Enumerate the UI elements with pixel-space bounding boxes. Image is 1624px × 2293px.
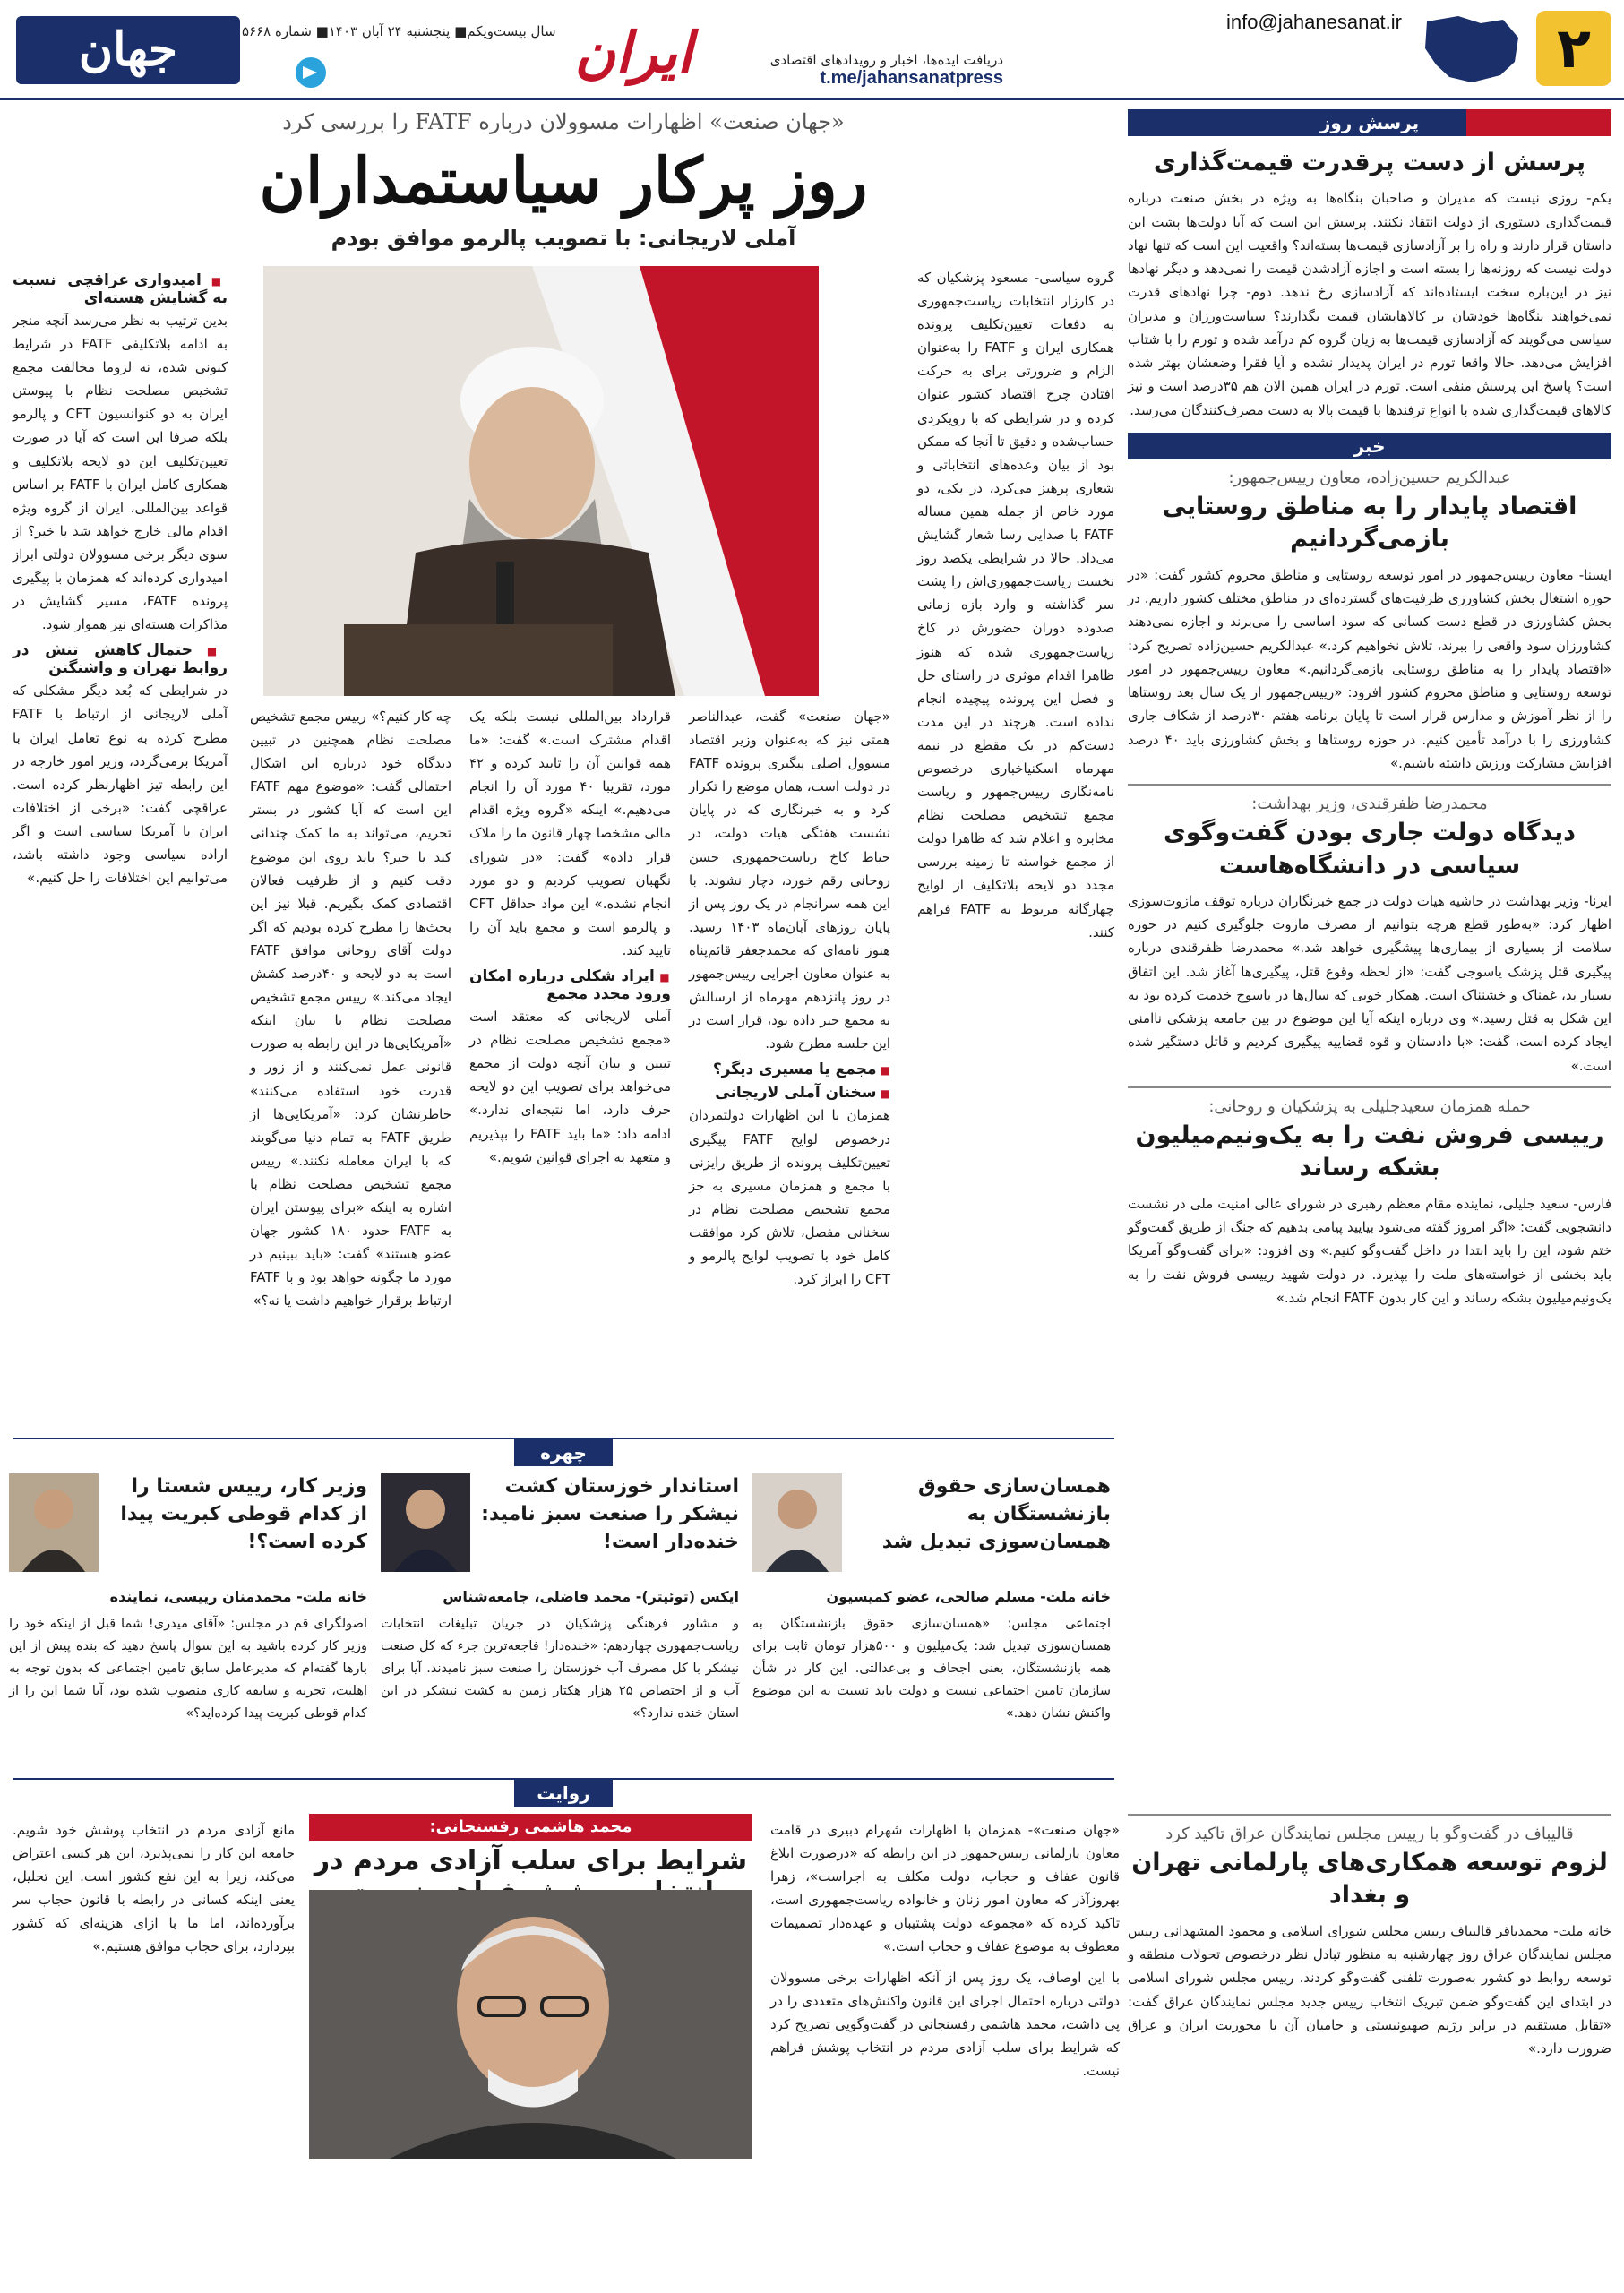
subheading: ■ ایراد شکلی درباره امکان ورود مجدد مجمع <box>469 967 671 1003</box>
subheading: ■ حتمال کاهش تنش در روابط تهران و واشنگتن <box>13 641 228 677</box>
news2-body: ایرنا- وزیر بهداشت در حاشیه هیات دولت در جمع خبرنگاران درباره توقف مازوت‌سوزی اظهار کرد: «به‌طور قطع هرچه بتوانیم از مصرف مازوت جلوگیری کنیم در حوزه سلامت از بسیاری از بیماری‌ها پیشگیری خواهد شد.» محمدرضا ظفرقندی درباره پیگیری قتل پزشک یاسوجی گفت: «از لحظه وقوع قتل، پیگیری‌ها آغاز شد. این اتفاق بسیار بد، غمناک و خشنناک است. همکار خوبی که سال‌ها در یاسوج خدمت کرده بود به این شکل به قتل رسید.» وی درباره اینکه آیا این موضوع در بین جامعه پزشکی ناامنی ایجاد کرده است، گفت: «با دادستان و قوه قضاییه پیگیری کردیم و قاتل دستگیر شده است.» <box>1128 892 1611 1074</box>
subheading: ■ مجمع یا مسیری دیگر؟ <box>689 1061 890 1078</box>
column-text: مانع آزادی مردم در انتخاب پوشش خود شویم. جامعه این کار را نمی‌پذیرد، این هر کسی اعتراض می‌کند، زیرا به این نفع کشور است. این تحلیل، یعنی اینکه کسانی در رابطه با قانون حجاب سر برآورده‌اند، اما ما با ازای هزینه‌ای که کشور بپردازد، برای حجاب موافق هستیم.» <box>13 1822 295 1955</box>
main-photo <box>263 266 819 696</box>
page-number: ۲ <box>1536 11 1611 86</box>
news2-kicker: محمدرضا ظفرقندی، وزیر بهداشت: <box>1251 794 1488 814</box>
article-column-4 <box>250 705 451 1312</box>
column-text: «جهان صنعت»- همزمان با اظهارات شهرام دبیری در قامت معاون پارلمانی رییس‌جمهور در این رابطه که «درصورت ابلاغ قانون عفاف و حجاب، دولت مکلف به اجراست»، زهرا بهروزآذر که معاون امور زنان و خانواده ریاست‌جمهوری است، تاکید کرده که «مجموعه دولت پشتیبان و عهده‌دار تصمیمات معطوف به موضوع عفاف و حجاب است.» <box>770 1822 1120 1955</box>
divider <box>1128 1086 1611 1088</box>
column-text: «جهان صنعت» گفت، عبدالناصر همتی نیز که به‌عنوان وزیر اقتصاد مسوول اصلی پیگیری پرونده FATF در دولت است، همان موضع را تکرار کرد و به خبرنگاری که در پایان نشست هفتگی هیات دولت، در حیاط کاخ ریاست‌جمهوری حسن روحانی رقم خورد، دچار نشوند. با این همه سرانجام در یک روز پس از پایان روزهای آبان‌ماه ۱۴۰۳ رسید. هنوز نامه‌ای که محمدجعفر قائم‌پناه به عنوان معاون اجرایی رییس‌جمهور در روز پانزدهم مهرماه از ارسالش به مجمع خبر داده بود، قرار است در این جلسه مطرح شود. <box>689 709 891 1052</box>
contact-email[interactable]: info@jahanesanat.ir <box>1225 11 1402 33</box>
news4-title: لزوم توسعه همکاری‌های پارلمانی تهران و بغداد <box>1131 1849 1608 1910</box>
section-label-faces <box>13 1438 1114 1464</box>
news3-body: فارس- سعید جلیلی، نماینده مقام معظم رهبری در شورای عالی امنیت ملی در نشست دانشجویی گفت: «اگر امروز گفته می‌شود بیایید پیامی بدهیم که جنگ از طریق گفت‌وگو ختم شود، این را باید ابتدا در داخل گفت‌وگو کنیم.» وی افزود: «برای گفت‌وگو آمریکا باید بخشی از خواسته‌های ملت را بپذیرد. در دولت شهید رییسی فروش نفت را به یک‌ونیم‌میلیون بشکه رساند و این کار بدون FATF انجام شد.» <box>1128 1195 1611 1306</box>
face-card-title: همسان‌سازی حقوق بازنشستگان به همسان‌سوزی تبدیل شد <box>881 1475 1111 1553</box>
news3-kicker: حمله همزمان سعیدجلیلی به پزشکیان و روحانی: <box>1208 1096 1531 1116</box>
divider <box>1128 784 1611 786</box>
column-text: در شرایطی که بُعد دیگر مشکلی که آملی لاریجانی از ارتباط با FATF مطرح کرده به نوع تعامل ایران با آمریکا برمی‌گردد، وزیر امور خارجه در این رابطه تیز اظهارنظر کرده است. عراقچی گفت: «برخی از اختلافات ایران با آمریکا سیاسی است و اگر اراده سیاسی وجود داشته باشد، می‌توانیم این اختلافات را حل کنیم.» <box>13 683 228 887</box>
telegram-promo[interactable] <box>645 52 1003 89</box>
portrait-photo <box>263 266 819 696</box>
article-column-1 <box>917 266 1114 944</box>
column-text: قرارداد بین‌المللی نیست بلکه یک اقدام مشترک است.» گفت: «ما همه قوانین آن را تایید کرده و ۴۲ مورد، تقریبا ۴۰ مورد آن را انجام می‌دهیم.» اینکه «گروه ویژه اقدام مالی مشخصا چهار قانون ما را ملاک قرار داده» گفت: «در شورای نگهبان تصویب کردیم و دو مورد انجام نشده.» این مواد حداقل CFT و پالرمو است و مجمع باید آن را تایید کند. <box>469 709 671 958</box>
avatar <box>9 1473 99 1572</box>
face-card-title: استاندار خوزستان کشت نیشکر را صنعت سبز نامید: خنده‌دار است! <box>481 1475 739 1553</box>
article-column-2 <box>689 705 890 1291</box>
news4-kicker: قالیباف در گفت‌وگو با رییس مجلس نمایندگان عراق تاکید کرد <box>1165 1825 1574 1843</box>
face-card-body: اجتماعی مجلس: «همسان‌سازی حقوق بازنشستگان به همسان‌سوزی تبدیل شد: یک‌میلیون و ۵۰۰هزار تومان ثابت برای همه بازنشستگان، یعنی اجحاف و بی‌عدالتی. این کار در شأن سازمان تامین اجتماعی نیست و دولت باید نسبت به این موضوع واکنش نشان دهد.» <box>752 1617 1111 1721</box>
story-column-right <box>770 1818 1120 2083</box>
question-body: یکم- روزی نیست که مدیران و صاحبان بنگاه‌ها به ویژه در بخش صنعت درباره قیمت‌گذاری دستوری از دولت انتقاد نکنند. پرسش این است که آیا دولت‌ها پشت این داستان قرار دارند و راه را بر آزادسازی قیمت‌ها بسته‌اند؟ واقعیت این است که تنها نهاد دولت نیست که روزنه‌ها را بسته است و اجازه آزادشدن قیمت را نمی‌دهد و دیگر نهادها نیز در این‌باره سخت ایستاده‌اند که آزادسازی رخ ندهد. دوم- چرا نهادهای قدرت نمی‌خواهند بنگاه‌ها خودشان بر کالاهایشان قیمت بگذارند؟ سیاست‌ورزان و مدیران سیاسی می‌گویند که آزادسازی قیمت‌ها به زیان گروه کم درآمد شده و تورم را با شتاب افزایش می‌دهد. حالا واقعا تورم در ایران پدیدار نشده و آیا فقرا وضعشان بهتر شده است؟ پاسخ این پرسش منفی است. تورم در ایران همین الان هم ۳۵درصد است و نیز کالاهای قیمت‌گذاری شده با انواع ترفندها با قیمت بالا به دست مصرف‌کنندگان می‌رسد. <box>1128 190 1611 418</box>
section-label-text: چهره <box>514 1439 613 1466</box>
news2-title: دیدگاه دولت جاری بودن گفت‌وگوی سیاسی در دانشگاه‌هاست <box>1163 819 1577 880</box>
story-photo <box>309 1890 752 2159</box>
iran-map-icon <box>1418 13 1525 88</box>
face-card-1 <box>752 1473 1111 1760</box>
section-title: ایران <box>574 20 692 85</box>
newspaper-logo: جهان صنعت <box>16 16 240 84</box>
section-label-story <box>13 1778 1114 1805</box>
face-card-2 <box>381 1473 739 1760</box>
avatar <box>381 1473 470 1572</box>
article-kicker: «جهان صنعت» اظهارات مسوولان درباره FATF را بررسی کرد <box>282 109 845 134</box>
news4-box <box>1128 1805 1611 2060</box>
face-card-title: وزیر کار، رییس شستا را از کدام قوطی کبریت پیدا کرده است؟! <box>120 1475 367 1553</box>
article-subhead: آملی لاریجانی: با تصویب پالرمو موافق بودم <box>331 226 796 251</box>
subheading: ■ سخنان آملی لاریجانی <box>689 1084 890 1102</box>
face-card-body: اصولگرای قم در مجلس: «آقای میدری! شما قبل از اینکه خود را وزیر کار کرده باشید به این سوال پاسخ دهید که بنده پیش از این بارها گفته‌ام که مدیرعامل سابق تامین اجتماعی که بدون توجه به اهلیت، تجربه و سابقه کاری منصوب شده بود، آیا شما این را از کدام قوطی کبریت پیدا کرده‌اید؟» <box>9 1617 367 1721</box>
portrait-photo <box>309 1890 752 2159</box>
section-label-text: روایت <box>514 1780 613 1807</box>
face-card-3 <box>9 1473 367 1760</box>
face-card-byline: ایکس (توئیتر)- محمد فاضلی، جامعه‌شناس <box>443 1588 739 1605</box>
main-article <box>13 109 1114 1435</box>
face-card-byline: خانه ملت- مسلم صالحی، عضو کمیسیون <box>826 1588 1111 1605</box>
column-text: همزمان با این اظهارات دولتمردان درخصوص لوایح FATF پیگیری تعیین‌تکلیف پرونده از طریق رایزنی با مجمع و همزمان مسیری به جز مجمع تشخیص مصلحت نظام در سخنانی مفصل، تلاش کرد موافقت کامل خود با تصویب لوایح پالرمو و CFT را ابراز کرد. <box>689 1107 891 1288</box>
column-text: آملی لاریجانی که معتقد است «مجمع تشخیص مصلحت نظام در تبیین و بیان آنچه دولت از مجمع می‌خواهد برای تصویب این دو لایحه حرف دارد، اما نتیجه‌ای ندارد.» ادامه داد: «ما باید FATF را بپذیریم و متعهد به اجرای قوانین شویم.» <box>469 1009 671 1165</box>
article-headline: روز پرکار سیاستمداران <box>259 143 868 218</box>
news1-body: ایسنا- معاون رییس‌جمهور در امور توسعه روستایی و مناطق محروم کشور گفت: «در حوزه اشتغال بخش کشاورزی ظرفیت‌های گسترده‌ای در مناطق مختلف کشور داریم. در بخش کشاورزی در قطع دست کسانی که سود اساسی را می‌برند و اجازه نمی‌دهند کشاورزان سود واقعی را ببرند، تلاش نخواهیم کرد.» عبدالکریم حسین‌زاده تصریح کرد: «اقتصاد پایدار را به مناطق روستایی بازمی‌گردانیم.» معاون رییس‌جمهور در امور توسعه روستایی و مناطق محروم کشور افزود: «رییس‌جمهور از یک سال بعد روستاها را از نظر آموزش و مدارس قرار است تا پایان برنامه هفتم ۳۰درصد از شکاف جاری کشاورزی را با درآمد تأمین کنیم. در حوزه روستاها و بخش کشاورزی باید ۴۰ درصد افزایش مشارکت ورزش داشته باشیم.» <box>1128 566 1611 771</box>
news3-title: رییسی فروش نفت را به یک‌ونیم‌میلیون بشکه رساند <box>1135 1121 1604 1182</box>
story-column-left <box>13 1818 295 1959</box>
right-sidebar <box>1128 109 1611 1310</box>
telegram-icon[interactable] <box>296 57 326 88</box>
section-label-news: خبر <box>1128 433 1611 459</box>
face-card-byline: خانه ملت- محمدمنان رییسی، نماینده <box>109 1588 367 1605</box>
story-kicker: محمد هاشمی رفسنجانی: <box>309 1814 752 1841</box>
section-label-question: پرسش روز <box>1128 109 1611 136</box>
column-text: چه کار کنیم؟» رییس مجمع تشخیص مصلحت نظام همچنین در تبیین دیدگاه خود درباره این اشکال احتمالی گفت: «موضوع مهم FATF این است که آیا کشور در بستر تحریم، می‌تواند به ما کمک چندانی کند یا خیر؟ باید روی این موضوع دقت کنیم و از ظرفیت فعالان اقتصادی کمک بگیریم. قبلا نیز این بحث‌ها را مطرح کرده بودیم که اگر دولت آقای روحانی موافق FATF است به دو لایحه و ۴۰درصد کشش ایجاد می‌کند.» رییس مجمع تشخیص مصلحت نظام با بیان اینکه «آمریکایی‌ها در این رابطه به صورت قانونی عمل نمی‌کنند و از زور و قدرت خود استفاده می‌کنند» خاطرنشان کرد: «آمریکایی‌ها از طریق FATF به تمام دنیا می‌گویند که با ایران معامله نکنند.» رییس مجمع تشخیص مصلحت نظام با اشاره به اینکه «برای پیوستن ایران به FATF حدود ۱۸۰ کشور جهان عضو هستند» گفت: «باید ببینیم در مورد ما چگونه خواهد بود و با FATF ارتباط برقرار خواهیم داشت یا نه؟» <box>250 709 451 1310</box>
news1-title: اقتصاد پایدار را به مناطق روستایی بازمی‌گردانیم <box>1162 492 1577 554</box>
avatar <box>752 1473 842 1572</box>
column-text: بدین ترتیب به نظر می‌رسد آنچه منجر به ادامه بلاتکلیفی FATF در شرایط کنونی شده، نه لزوما مخالفت مجمع تشخیص مصلحت نظام با پیوستن ایران به دو کنوانسیون CFT و پالرمو بلکه صرفا این است که آیا در صورت تعیین‌تکلیف این دو لایحه بلاتکلیف و همکاری کامل ایران با FATF بر اساس قواعد بین‌المللی، ایران از گروه ویژه اقدام مالی خارج خواهد شد یا خیر؟ از سوی دیگر برخی مسوولان دولتی ابراز امیدواری کرده‌اند که همزمان با پیگیری پرونده FATF، مسیر گشایش در مذاکرات هسته‌ای نیز هموار شود. <box>13 313 228 633</box>
telegram-link[interactable]: t.me/jahansanatpress <box>820 68 1003 88</box>
telegram-caption: دریافت ایده‌ها، اخبار و رویدادهای اقتصادی <box>769 52 1003 68</box>
question-title: پرسش از دست پرقدرت قیمت‌گذاری <box>1153 149 1586 176</box>
face-card-body: و مشاور فرهنگی پزشکیان در جریان تبلیغات انتخابات ریاست‌جمهوری چهاردهم: «خنده‌دار! فاجعه‌ترین جزء که کل صنعت نیشکر با کل مصرف آب خوزستان را صنعت سبز نامیدند. آیا برای آب و از اختصاص ۲۵ هزار هکتار زمین به کشت نیشکر در این استان خنده ندارد؟» <box>381 1617 739 1721</box>
issue-info: سال بیست‌ویکم■ پنجشنبه ۲۴ آبان ۱۴۰۳■ شماره ۵۶۶۸ <box>242 23 556 39</box>
column-text: با این اوصاف، یک روز پس از آنکه اظهارات برخی مسوولان دولتی درباره احتمال اجرای این قانون واکنش‌های متعددی را در پی داشت، محمد هاشمی رفسنجانی در گفت‌وگویی تصریح کرد که شرایط برای سلب آزادی مردم در انتخاب پوشش فراهم نیست. <box>770 1969 1120 2079</box>
article-column-3 <box>469 705 671 1169</box>
news1-kicker: عبدالکریم حسین‌زاده، معاون رییس‌جمهور: <box>1228 468 1511 487</box>
article-column-5 <box>13 266 228 889</box>
subheading: ■ امیدواری عراقچی نسبت به گشایش هسته‌ای <box>13 271 228 307</box>
column-text: گروه سیاسی- مسعود پزشکیان که در کارزار انتخابات ریاست‌جمهوری به دفعات تعیین‌تکلیف پرونده همکاری ایران و FATF را به‌عنوان الزام و ضرورتی برای به حرکت افتادن چرخ اقتصاد کشور عنوان کرده و در شرایطی که با رویکردی حساب‌شده و دقیق تا آنجا که ممکن بود از بیان وعده‌های انتخاباتی و شعاری پرهیز می‌کرد، در یکی، دو مورد خاص از جمله همین مساله FATF با صدایی رسا شعار گشایش می‌داد. حالا در شرایطی یکصد روز نخست ریاست‌جمهوری‌اش را پشت سر گذاشته و وارد بازه زمانی صدوده دوران حضورش در کاخ ریاست‌جمهوری شده که هنوز ظاهرا اقدام موثری در راستای حل و فصل این پرونده پیچیده انجام نداده است. هرچند در این مدت دست‌کم در یک مقطع در نیمه مهرماه اسکنیاخباری درخصوص نامه‌نگاری رییس‌جمهور و ریاست مجمع تشخیص مصلحت نظام مخابره و اعلام شد که ظاهرا دولت از مجمع خواسته تا زمینه بررسی مجدد دو لایحه بلاتکلیف از لوایح چهارگانه مربوط به FATF فراهم کنند. <box>917 270 1114 940</box>
divider <box>1128 1814 1611 1816</box>
news4-body: خانه ملت- محمدباقر قالیباف رییس مجلس شورای اسلامی و محمود المشهدانی رییس مجلس نمایندگان عراق روز چهارشنبه به منظور تبادل نظر درخصوص تحولات منطقه و توسعه روابط دو کشور به‌صورت تلفنی گفت‌وگو کردند. رییس مجلس شورای اسلامی در ابتدای این گفت‌وگو ضمن تبریک انتخاب رییس جدید مجلس نمایندگان عراق گفت: «تقابل مستقیم در برابر رژیم صهیونیستی و حامیان آن با محوریت ایران و عراق ضرورت دارد.» <box>1128 1922 1611 2057</box>
story-headline: شرایط برای سلب آزادی مردم در <box>314 1845 748 1876</box>
